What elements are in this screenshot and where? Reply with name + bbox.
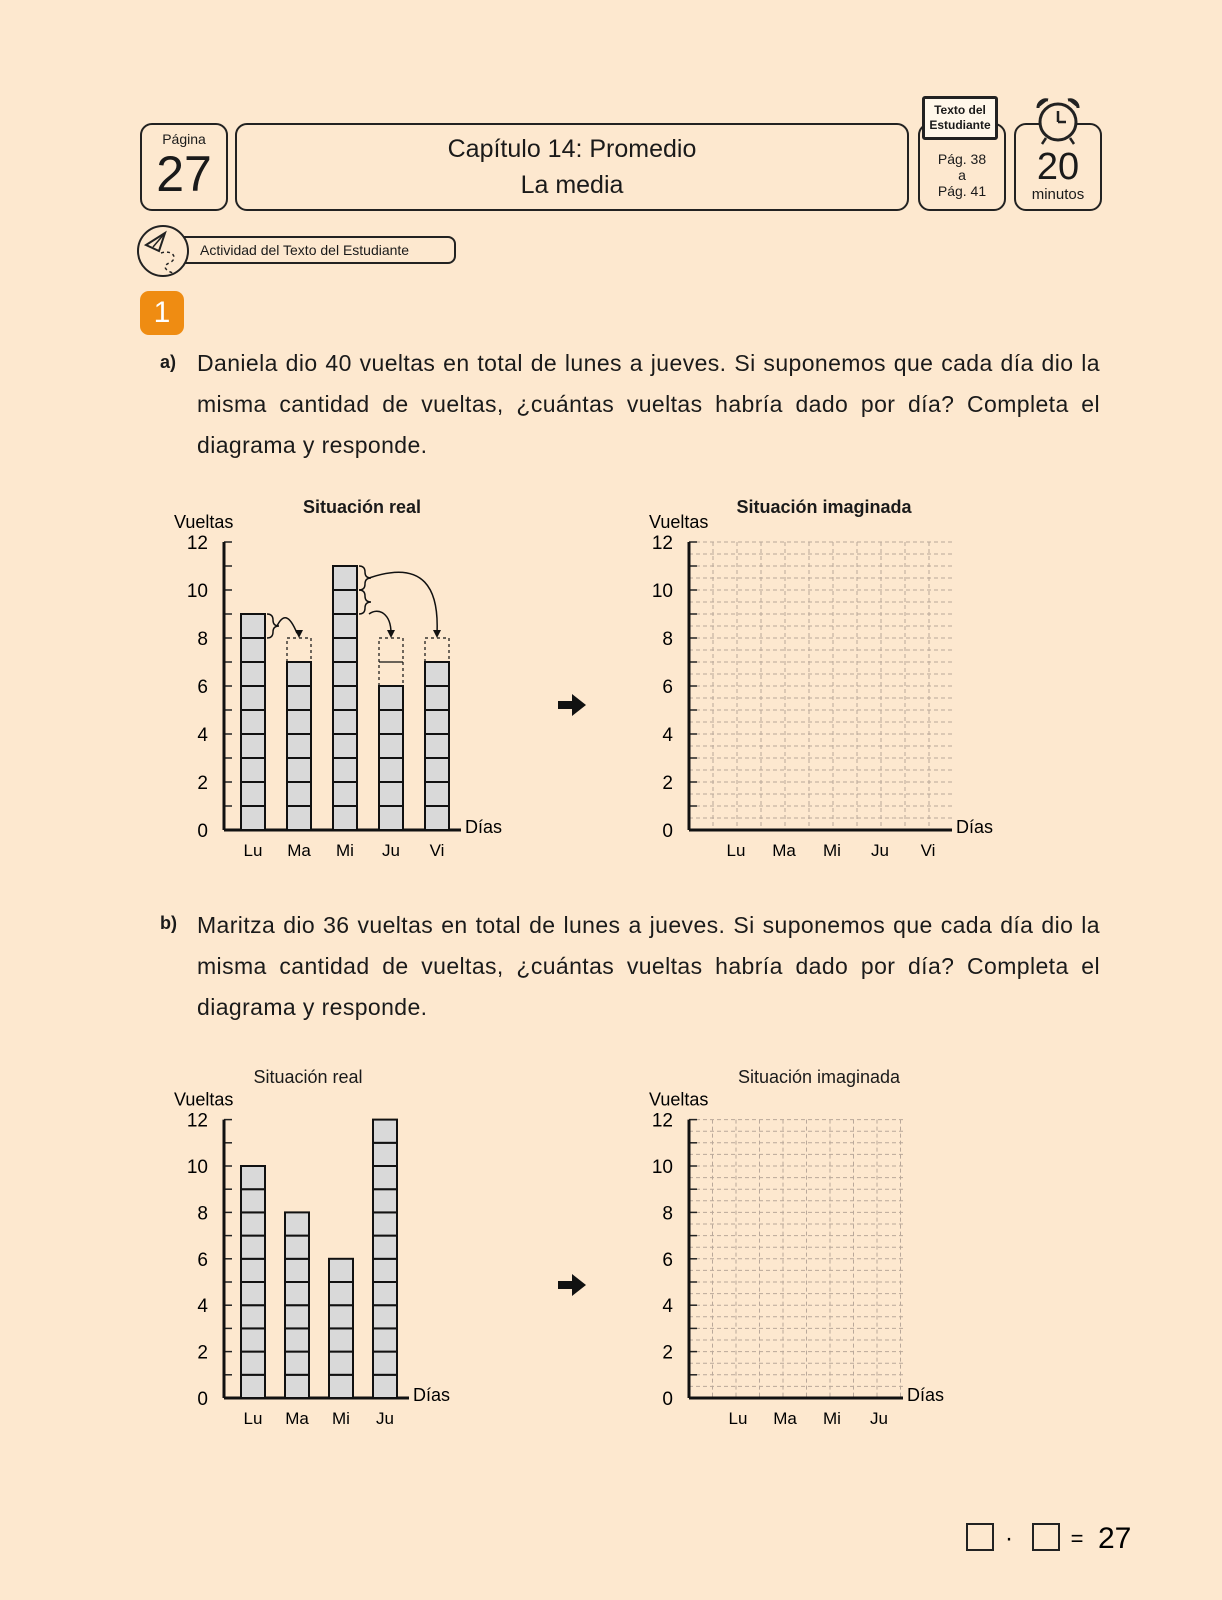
y-tick-label: 4 [662, 725, 673, 746]
x-axis-label: Días [907, 1385, 945, 1405]
bar-unit [329, 1282, 353, 1305]
part-a-text: Daniela dio 40 vueltas en total de lunes a jueves. Si suponemos que cada día dio la misma cantidad de vueltas, ¿cuántas vueltas habría dado por día? Completa el diagrama y responde. [197, 350, 1100, 458]
y-tick-label: 2 [197, 773, 208, 794]
bar-unit [373, 1328, 397, 1351]
bar-unit [373, 1282, 397, 1305]
bar-unit [333, 710, 357, 734]
x-tick-label: Mi [336, 841, 354, 860]
bar-unit [373, 1166, 397, 1189]
bar-unit [241, 1328, 265, 1351]
y-axis-label: Vueltas [174, 1090, 234, 1110]
brace [359, 590, 371, 614]
y-tick-label: 10 [651, 581, 673, 602]
bar-unit [373, 1259, 397, 1282]
bar-unit [425, 686, 449, 710]
bar-unit [373, 1120, 397, 1143]
question-number-badge: 1 [140, 291, 184, 335]
x-tick-label: Ma [773, 1409, 797, 1428]
y-tick-label: 2 [662, 1342, 673, 1364]
dashed-unit [379, 638, 403, 662]
y-tick-label: 10 [186, 581, 208, 602]
bar-unit [241, 1166, 265, 1189]
bar-unit [285, 1328, 309, 1351]
equals-sign: = [1070, 1526, 1084, 1551]
pages-a: a [958, 167, 966, 183]
bar-unit [329, 1352, 353, 1375]
x-tick-label: Ju [376, 1409, 394, 1428]
page-number-box [140, 123, 228, 211]
paper-plane-icon [137, 225, 189, 277]
right-arrow-icon [556, 1272, 588, 1298]
y-tick-label: 4 [662, 1296, 673, 1318]
part-b-label: b) [160, 913, 177, 933]
y-tick-label: 10 [651, 1157, 673, 1178]
x-tick-label: Lu [726, 841, 746, 860]
bar-unit [285, 1259, 309, 1282]
bar-unit [379, 758, 403, 782]
arrow-head [295, 630, 303, 638]
transfer-arrow [369, 572, 437, 633]
y-tick-label: 8 [662, 629, 673, 650]
bar-unit [329, 1375, 353, 1398]
x-axis-label: Días [413, 1385, 451, 1405]
transfer-arrow [277, 618, 297, 633]
y-tick-label: 4 [197, 1296, 208, 1318]
bar-unit [425, 734, 449, 758]
bar-unit [333, 758, 357, 782]
bar-unit [333, 686, 357, 710]
y-tick-label: 6 [197, 1249, 208, 1271]
bar-unit [373, 1375, 397, 1398]
x-axis-label: Días [956, 817, 994, 837]
bar-unit [241, 734, 265, 758]
bar-unit [329, 1305, 353, 1328]
arrow-head [433, 630, 441, 638]
x-tick-label: Ju [870, 1409, 888, 1428]
bar-unit [241, 1259, 265, 1282]
y-tick-label: 6 [197, 677, 208, 698]
chart-b-imagined[interactable] [645, 1090, 985, 1460]
bar-unit [285, 1305, 309, 1328]
bar-unit [241, 710, 265, 734]
bar-unit [379, 806, 403, 830]
bar-unit [241, 1282, 265, 1305]
y-tick-label: 0 [197, 821, 208, 842]
badge-line2: Estudiante [929, 118, 991, 132]
y-tick-label: 6 [662, 1249, 673, 1271]
y-tick-label: 0 [662, 821, 673, 842]
x-tick-label: Lu [243, 841, 263, 860]
x-tick-label: Ju [382, 841, 400, 860]
bar-unit [373, 1143, 397, 1166]
bar-unit [285, 1212, 309, 1235]
bar-unit [379, 710, 403, 734]
bar-unit [241, 638, 265, 662]
footer-result: 27 [1098, 1522, 1132, 1555]
bar-unit [287, 806, 311, 830]
bar-unit [285, 1375, 309, 1398]
bar-unit [241, 806, 265, 830]
bar-unit [241, 1352, 265, 1375]
y-tick-label: 12 [186, 533, 208, 554]
bar-unit [333, 590, 357, 614]
x-tick-label: Mi [823, 841, 841, 860]
arrow-head [387, 630, 395, 638]
bar-unit [287, 758, 311, 782]
dashed-unit [287, 638, 311, 662]
badge-line1: Texto del [934, 103, 986, 117]
y-tick-label: 0 [662, 1389, 673, 1410]
bar-unit [425, 758, 449, 782]
topic-title: La media [520, 171, 624, 199]
dashed-unit [379, 662, 403, 686]
pages-from: Pág. 38 [937, 151, 987, 167]
x-tick-label: Vi [429, 841, 445, 860]
bar-unit [333, 614, 357, 638]
bar-unit [241, 662, 265, 686]
minutes-label: minutos [1031, 186, 1085, 203]
answer-box-2 [1033, 1524, 1059, 1550]
y-tick-label: 2 [662, 773, 673, 794]
y-tick-label: 8 [662, 1203, 673, 1225]
x-axis-label: Días [465, 817, 503, 837]
bar-unit [373, 1352, 397, 1375]
bar-unit [241, 614, 265, 638]
y-tick-label: 12 [186, 1110, 208, 1132]
chart-b-real [170, 1090, 470, 1460]
bar-unit [373, 1305, 397, 1328]
y-tick-label: 8 [197, 1203, 208, 1225]
bar-unit [425, 662, 449, 686]
chart-b-imagined-title: Situación imaginada [737, 1067, 901, 1087]
bar-unit [425, 806, 449, 830]
minutes-value: 20 [1036, 146, 1080, 188]
bar-unit [287, 686, 311, 710]
bar-unit [329, 1328, 353, 1351]
transfer-arrow [369, 611, 391, 633]
x-tick-label: Mi [332, 1409, 350, 1428]
bar-unit [379, 734, 403, 758]
activity-label: Actividad del Texto del Estudiante [160, 236, 456, 264]
bar-unit [333, 734, 357, 758]
bar-unit [241, 782, 265, 806]
bar-unit [425, 710, 449, 734]
bar-unit [329, 1259, 353, 1282]
pages-to: Pág. 41 [937, 183, 987, 199]
y-tick-label: 8 [197, 629, 208, 650]
y-axis-label: Vueltas [649, 512, 709, 532]
dashed-unit [425, 638, 449, 662]
x-tick-label: Lu [728, 1409, 748, 1428]
bar-unit [285, 1352, 309, 1375]
y-tick-label: 4 [197, 725, 208, 746]
multiplication-footer [965, 1516, 1145, 1556]
bar-unit [241, 1375, 265, 1398]
right-arrow-icon [556, 692, 588, 718]
bar-unit [333, 662, 357, 686]
y-tick-label: 0 [197, 1389, 208, 1410]
bar-unit [425, 782, 449, 806]
bar-unit [333, 782, 357, 806]
y-axis-label: Vueltas [649, 1090, 709, 1110]
bar-unit [373, 1189, 397, 1212]
bar-unit [287, 734, 311, 758]
x-tick-label: Ju [871, 841, 889, 860]
y-tick-label: 2 [197, 1342, 208, 1364]
bar-unit [333, 566, 357, 590]
bar-unit [287, 662, 311, 686]
bar-unit [379, 782, 403, 806]
textbook-badge-icon [922, 96, 998, 140]
chart-a-imagined-title: Situación imaginada [736, 497, 912, 517]
x-tick-label: Ma [772, 841, 796, 860]
x-tick-label: Lu [243, 1409, 263, 1428]
bar-unit [241, 1189, 265, 1212]
y-axis-label: Vueltas [174, 512, 234, 532]
chart-b-real-title: Situación real [253, 1067, 363, 1087]
x-tick-label: Vi [920, 841, 936, 860]
y-tick-label: 6 [662, 677, 673, 698]
part-b-text: Maritza dio 36 vueltas en total de lunes a jueves. Si suponemos que cada día dio la misma cantidad de vueltas, ¿cuántas vueltas habría dado por día? Completa el diagrama y responde. [197, 912, 1100, 1020]
x-tick-label: Mi [823, 1409, 841, 1428]
bar-unit [379, 686, 403, 710]
page-label: Página [162, 131, 206, 147]
bar-unit [287, 710, 311, 734]
bar-unit [333, 638, 357, 662]
bar-unit [285, 1282, 309, 1305]
bar-unit [285, 1236, 309, 1259]
bar-unit [241, 1236, 265, 1259]
bar-unit [287, 782, 311, 806]
bar-unit [373, 1212, 397, 1235]
x-tick-label: Ma [285, 1409, 309, 1428]
y-tick-label: 10 [186, 1157, 208, 1178]
bar-unit [241, 1305, 265, 1328]
x-tick-label: Ma [287, 841, 311, 860]
chart-a-real-title: Situación real [302, 497, 422, 517]
bar-unit [241, 758, 265, 782]
chart-a-imagined[interactable] [645, 510, 1015, 880]
bar-unit [373, 1236, 397, 1259]
page-number: 27 [156, 146, 212, 202]
bar-unit [333, 806, 357, 830]
chapter-title-box [235, 123, 909, 211]
bar-unit [241, 686, 265, 710]
bar-unit [241, 1212, 265, 1235]
part-a-label: a) [160, 352, 177, 372]
y-tick-label: 12 [651, 1110, 673, 1132]
chapter-title: Capítulo 14: Promedio [447, 135, 697, 163]
y-tick-label: 12 [651, 533, 673, 554]
dot-sign: · [1005, 1525, 1013, 1552]
chart-a-real [170, 510, 520, 880]
answer-box-1 [967, 1524, 993, 1550]
alarm-clock-icon [1030, 96, 1086, 146]
